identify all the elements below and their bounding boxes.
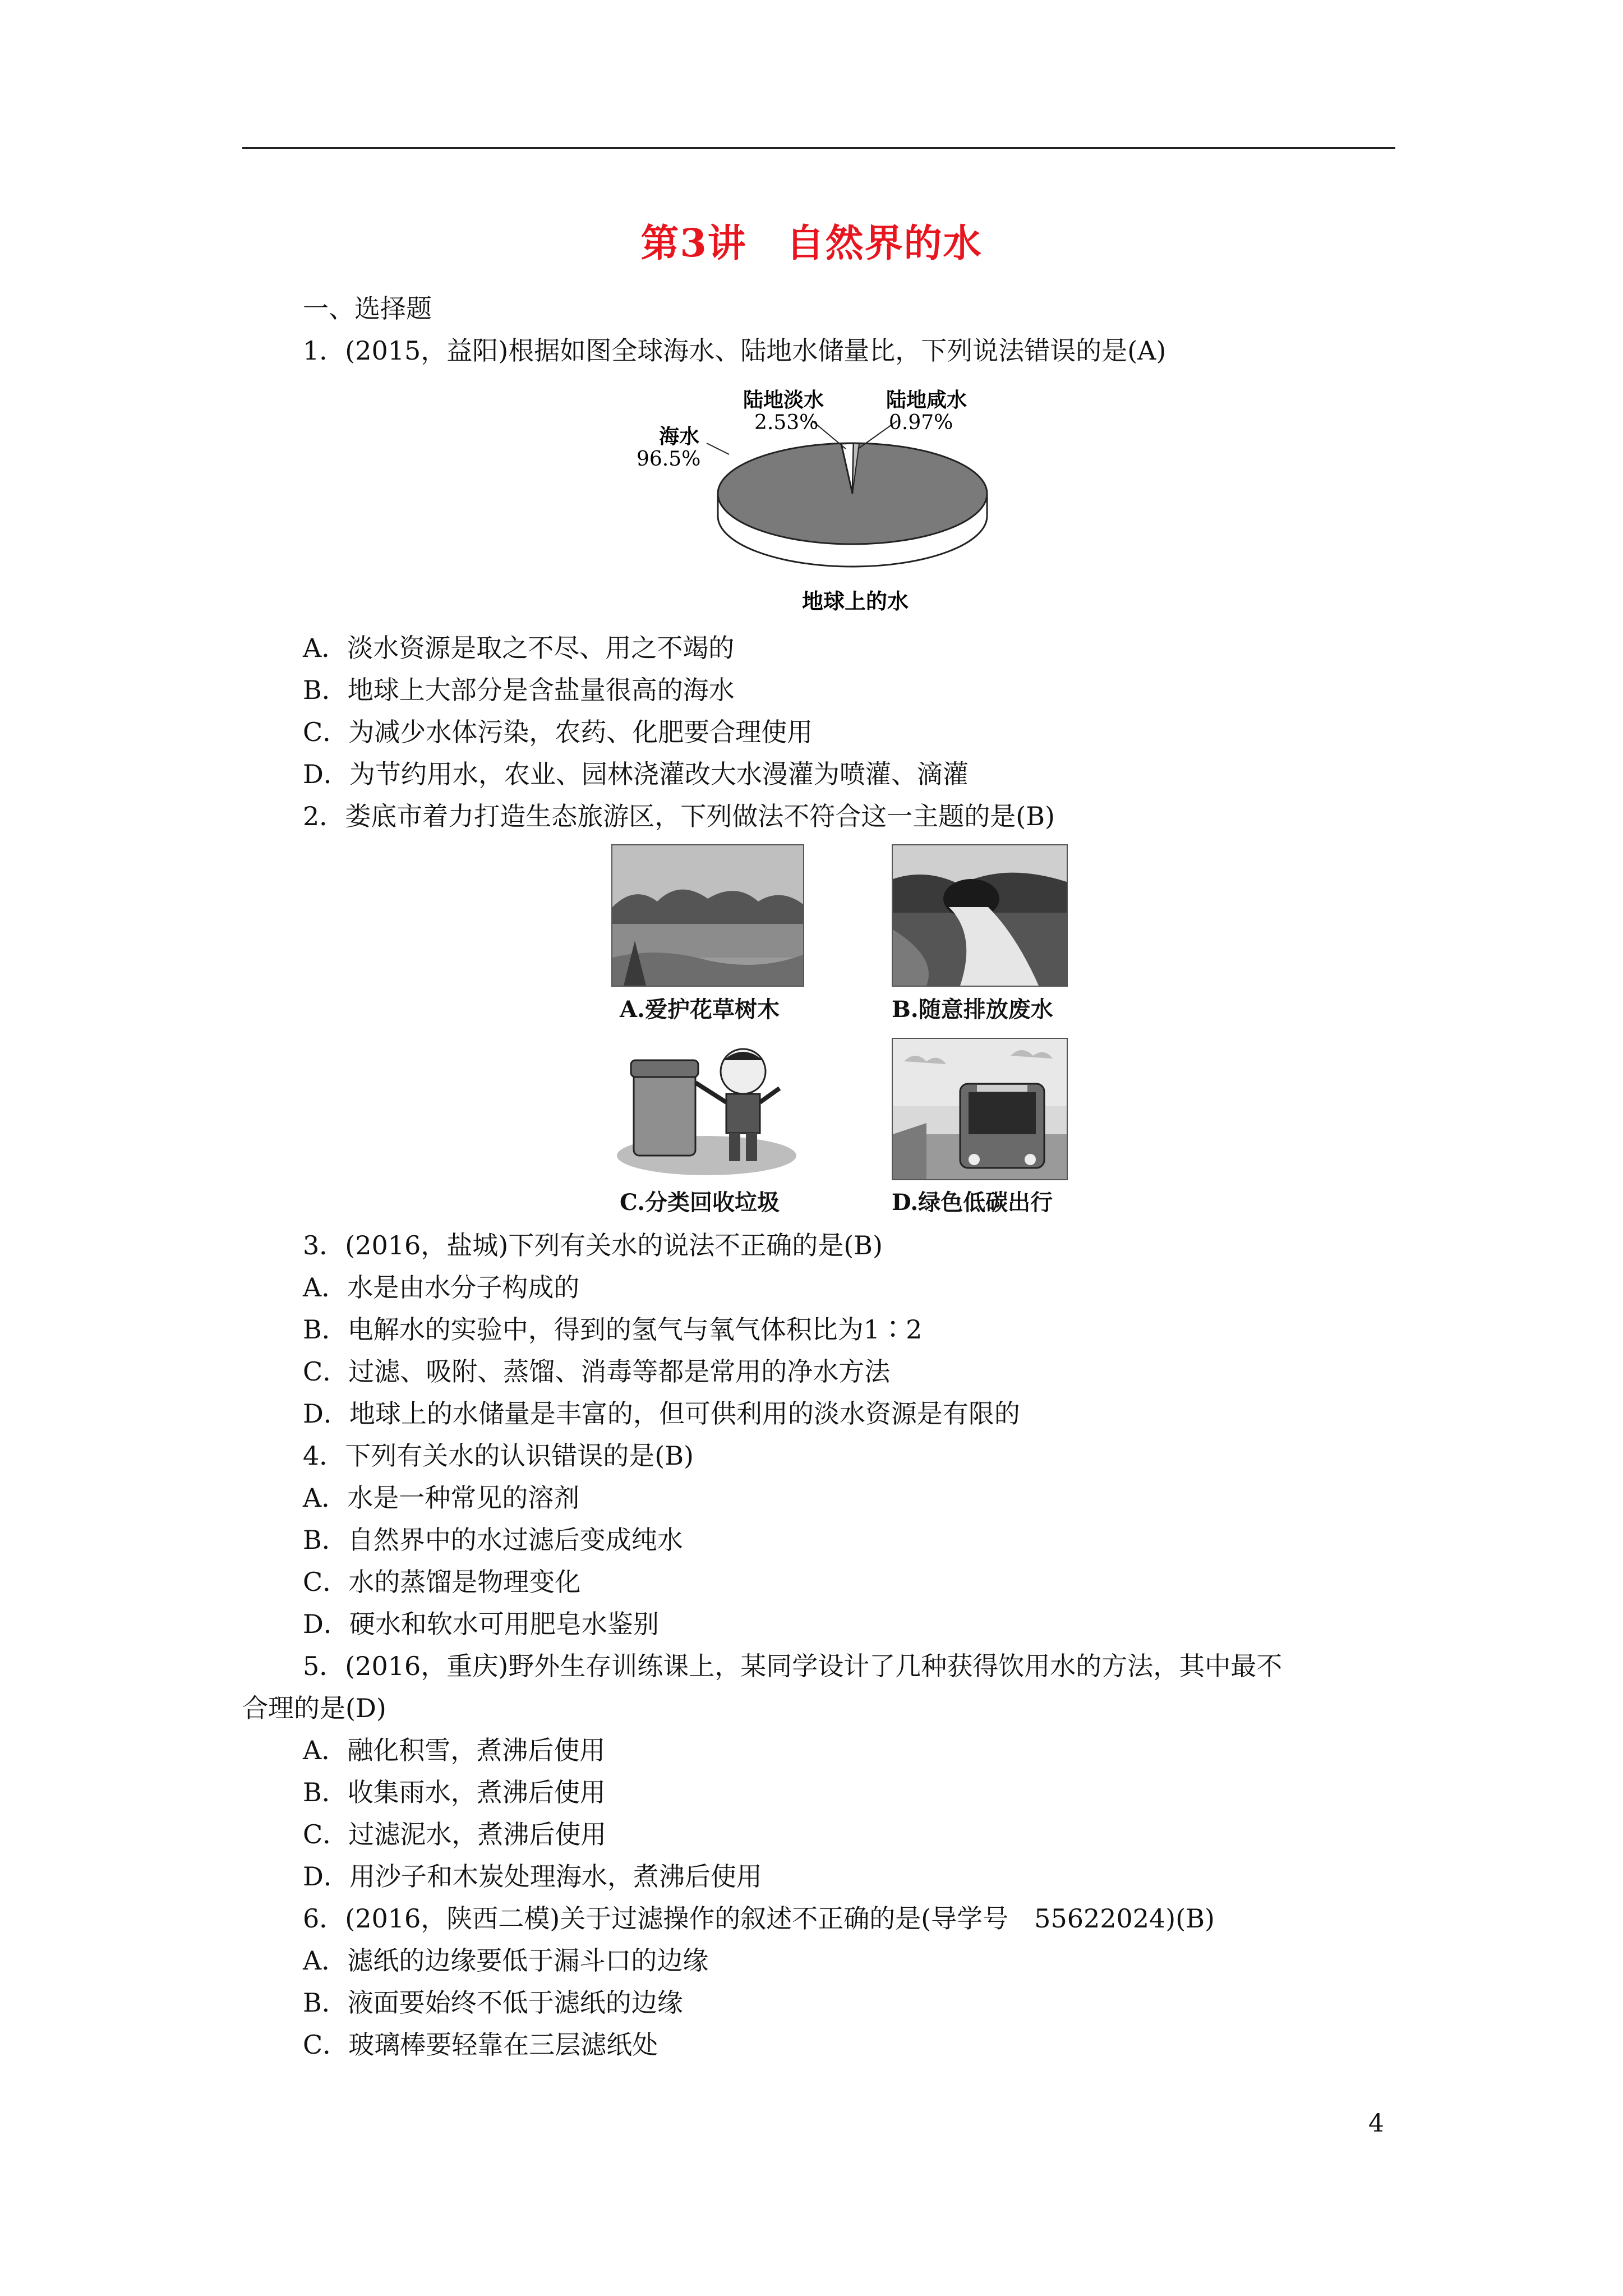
question-5-option-b: B．收集雨水，煮沸后使用 [303,1777,606,1807]
leader-line-sea [707,443,729,454]
page-number: 4 [1368,2109,1384,2138]
question-1-option-b: B．地球上大部分是含盐量很高的海水 [303,675,735,705]
photo-c-recycling [611,1038,802,1178]
header-rule [242,147,1395,149]
question-1-stem: 1．(2015，益阳)根据如图全球海水、陆地水储量比，下列说法错误的是(A) [303,335,1166,366]
label-salt: 陆地咸水 [886,388,967,412]
question-3-option-b: B．电解水的实验中，得到的氢气与氧气体积比为1∶2 [303,1314,923,1345]
question-5-option-a: A．融化积雪，煮沸后使用 [303,1735,606,1765]
question-4-option-a: A．水是一种常见的溶剂 [303,1483,580,1513]
question-1-option-a: A．淡水资源是取之不尽、用之不竭的 [303,633,735,663]
caption-a: A.爱护花草树木 [620,996,780,1023]
question-4-stem: 4．下列有关水的认识错误的是(B) [303,1441,694,1471]
question-1-option-d: D．为节约用水，农业、园林浇灌改大水漫灌为喷灌、滴灌 [303,759,969,789]
question-3-option-d: D．地球上的水储量是丰富的，但可供利用的淡水资源是有限的 [303,1398,1020,1429]
question-2-stem: 2．娄底市着力打造生态旅游区，下列做法不符合这一主题的是(B) [303,801,1055,831]
photo-a-lake [611,844,804,987]
label-salt-pct: 0.97% [889,411,953,434]
label-fresh: 陆地淡水 [743,388,824,412]
question-6-option-b: B．液面要始终不低于滤纸的边缘 [303,1987,683,2018]
question-3-stem: 3．(2016，盐城)下列有关水的说法不正确的是(B) [303,1230,883,1260]
question-1-option-c: C．为减少水体污染，农药、化肥要合理使用 [303,717,813,747]
photo-b-wastewater [892,844,1068,987]
question-6-option-c: C．玻璃棒要轻靠在三层滤纸处 [303,2030,658,2060]
question-4-option-b: B．自然界中的水过滤后变成纯水 [303,1525,683,1555]
label-sea: 海水 [659,425,700,448]
water-distribution-pie-chart [634,381,1015,617]
question-5-stem-line2: 合理的是(D) [242,1693,386,1723]
question-6-option-a: A．滤纸的边缘要低于漏斗口的边缘 [303,1945,709,1976]
label-fresh-pct: 2.53% [754,411,819,434]
question-5-stem-line1: 5．(2016，重庆)野外生存训练课上，某同学设计了几种获得饮用水的方法，其中最不 [303,1651,1283,1681]
caption-d: D.绿色低碳出行 [892,1189,1053,1216]
question-5-option-d: D．用沙子和木炭处理海水，煮沸后使用 [303,1861,762,1892]
photo-d-bus [892,1038,1068,1180]
label-sea-pct: 96.5% [637,448,701,471]
question-4-option-c: C．水的蒸馏是物理变化 [303,1567,581,1597]
question-3-option-c: C．过滤、吸附、蒸馏、消毒等都是常用的净水方法 [303,1356,891,1387]
chart-caption: 地球上的水 [802,588,909,614]
page-title: 第3讲 自然界的水 [640,221,983,266]
caption-b: B.随意排放废水 [892,996,1053,1023]
question-3-option-a: A．水是由水分子构成的 [303,1272,580,1303]
caption-c: C.分类回收垃圾 [620,1189,780,1216]
question-6-stem: 6．(2016，陕西二模)关于过滤操作的叙述不正确的是(导学号 55622024)(B) [303,1903,1215,1934]
question-4-option-d: D．硬水和软水可用肥皂水鉴别 [303,1609,659,1639]
question-5-option-c: C．过滤泥水，煮沸后使用 [303,1819,607,1849]
section-heading: 一、选择题 [303,293,432,324]
